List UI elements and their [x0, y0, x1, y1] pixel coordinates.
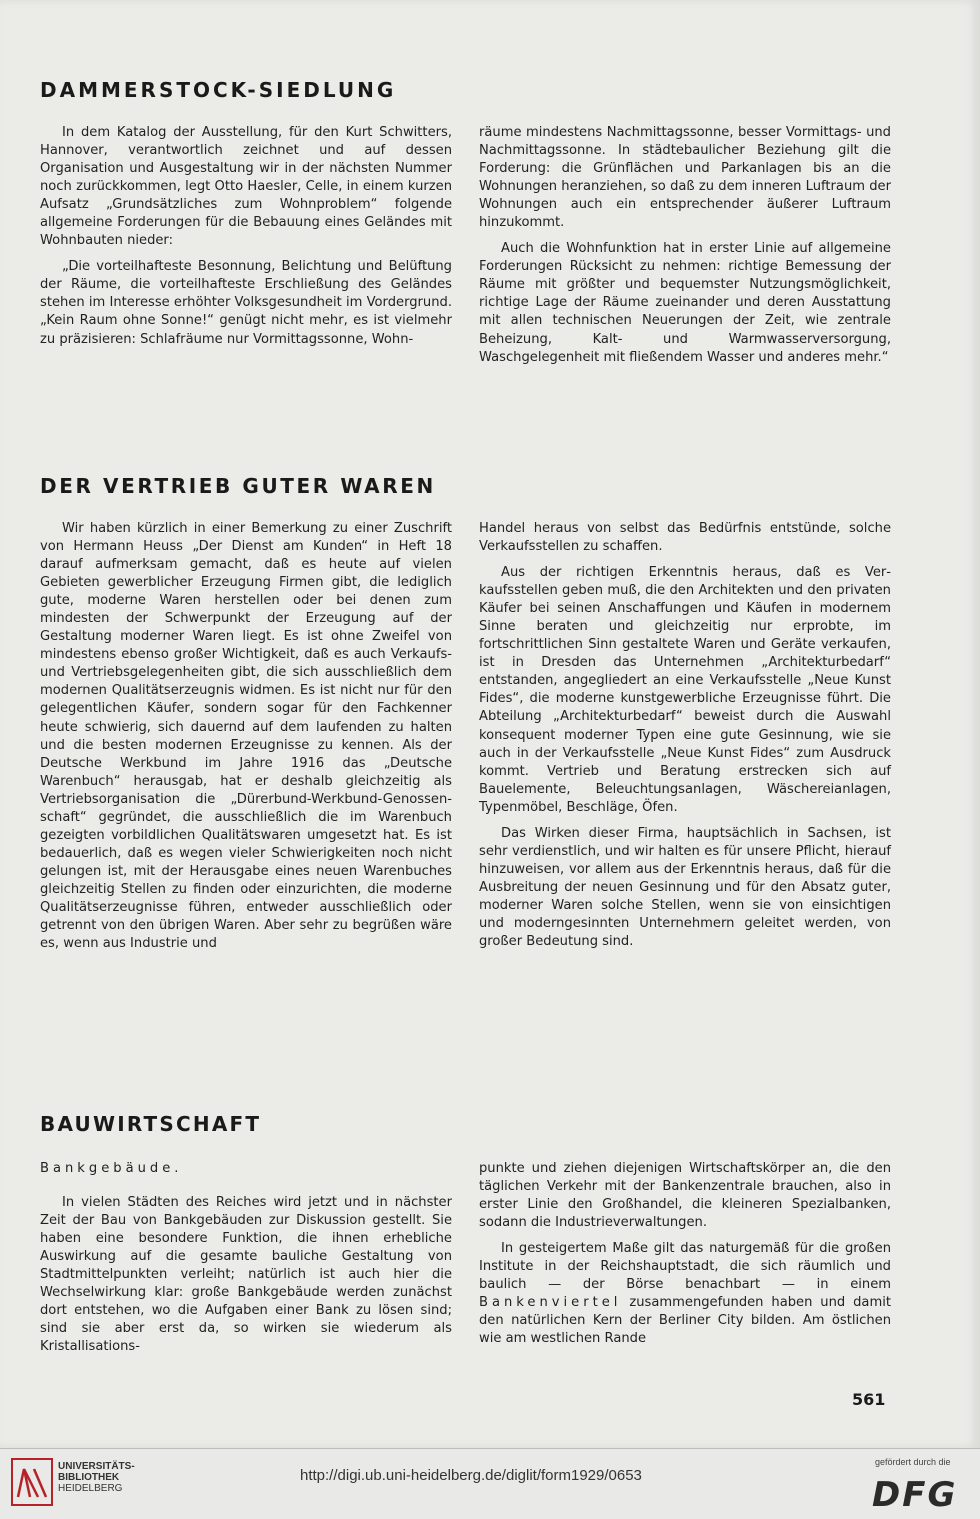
paragraph: Wir haben kürzlich in einer Bemerkung zu einer Zuschrift von Hermann Heuss „Der Dienst am Kunden“ in Heft 18 darauf aufmerksam gemacht, daß es heute auf vielen Gebieten gewerblicher Erzeugung Firmen gibt, die lediglich gute, moderne Waren herstellen oder bei denen zum mindesten der Schwerpunkt der Erzeugung auf der Gestaltung moderner Waren liegt. Es ist ohne Zweifel von mindestens ebenso großer Wichtigkeit, daß es auch Verkaufs- und Vertriebsgelegenheiten gibt, die sich ausschließlich dem modernen Qualitätserzeugnis widmen. Es ist nicht nur für den gelegentlichen Käufer, sondern sogar für den Fachkenner heute schwierig, sich dauernd auf dem laufenden zu halten und die besten modernen Erzeugnisse zu kennen. Als der Deutsche Werkbund im Jahre 1916 das „Deutsche Warenbuch“ herausgab, hat er deshalb gleichzeitig als Vertriebsorganisation die „Dürerbund-Werkbund-Genossenschaft“ gegründet, die ausschließlich die im Warenbuch gezeigten vorbildlichen Qualitätswaren umgesetzt hat. Es ist bedauerlich, daß es wegen vieler Schwierigkeiten noch nicht gelungen ist, mit der Herausgabe eines neuen Warenbuches gleichzeitig Stellen zu finden oder einzurichten, die moderne Qualitätserzeugnisse führen, entweder ausschließlich oder getrennt von den übrigen Waren. Aber sehr zu begrüßen wäre es, wenn aus Industrie und — [40, 521, 452, 952]
section-heading-vertrieb: DER VERTRIEB GUTER WAREN — [40, 474, 436, 498]
paragraph: In vielen Städten des Reiches wird jetzt und in nächster Zeit der Bau von Bankgebäuden zur Diskussion gestellt. Sie haben eine besondere Funktion, die ihnen erhebliche Auswirkung auf die gesamte bauliche Gestaltung von Stadtmittelpunkten verleiht; natürlich ist auch hier die Wechselwirkung klar: große Bankgebäude werden zunächst dort entstehen, wo die Aufgaben einer Bank zu lösen sind; sind sie aber erst da, so wirken sie wiederum als Kristallisations- — [40, 1195, 452, 1355]
footer-bar — [0, 1448, 980, 1519]
bauwirtschaft-left-column — [40, 1160, 452, 1364]
paragraph — [479, 1240, 891, 1348]
paragraph: Aus der richtigen Erkenntnis heraus, daß es Verkaufsstellen geben muß, die den Architekten und den privaten Käufer bei seinen Anschaffungen und Käufen in modernem Sinne beraten und gleichzeitig nur erprobte, im fortschrittlichen Sinn gestaltete Waren und Geräte verkaufen, ist in Dresden das Unternehmen „Architekturbedarf“ entstanden, angegliedert an eine Verkaufsstelle „Neue Kunst Fides“, die moderne kunstgewerbliche Erzeugnisse führt. Die Abteilung „Architekturbedarf“ beweist durch die Auswahl konsequent moderner Typen eine gute Gesinnung, wie sie auch in der Verkaufsstelle „Neue Kunst Fides“ zum Ausdruck kommt. Vertrieb und Beratung erstrecken sich auf Bauelemente, Beleuchtungsanlagen, Wäschereianlagen, Typenmöbel, Beschläge, Öfen. — [479, 565, 891, 815]
paragraph: In dem Katalog der Ausstellung, für den Kurt Schwitters, Hannover, verantwortlich zeichnet und auf dessen Organisation und Ausgestaltung wir in der nächsten Nummer noch zurückkommen, legt Otto Haesler, Celle, in einem kurzen Aufsatz „Grundsätzliches zum Wohnproblem“ folgende allgemeine Forderungen für die Bebauung eines Geländes mit Wohnbauten nieder: — [40, 125, 452, 249]
paragraph: punkte und ziehen diejenigen Wirtschaftskörper an, die den täglichen Verkehr mit der Bankenzentrale brauchen, also in erster Linie den Großhandel, die kleineren Spezialbanken, sodann die Industrieverwaltungen. — [479, 1161, 891, 1231]
paragraph: räume mindestens Nachmittagssonne, besser Vormittags- und Nachmittagssonne. In städtebaulicher Beziehung gilt die Forderung: die Grünflächen und Parkanlagen bis an die Wohnungen heranziehen, so daß zu dem inneren Luftraum der Wohnungen auch ein entsprechender äußerer Luftraum hinzukommt. — [479, 125, 891, 231]
paragraph: Das Wirken dieser Firma, hauptsächlich in Sachsen, ist sehr verdienstlich, und wir halten es für unsere Pflicht, hierauf hinzuweisen, vor allem aus der Erkenntnis heraus, daß für die Ausbreitung der neuen Gesinnung und für den Absatz guter, moderner Waren solche Stellen, wenn sie von einsichtigen und moderngesinnten Unternehmern geleitet werden, von großer Bedeutung sind. — [479, 825, 891, 950]
source-url-link[interactable]: http://digi.ub.uni-heidelberg.de/diglit/form1929/0653 — [300, 1467, 642, 1484]
spaced-term: Bankenviertel — [479, 1295, 622, 1311]
vertrieb-right-column — [479, 520, 891, 959]
subheading-bankgebaeude: Bankgebäude. — [40, 1161, 183, 1176]
dfg-logo: DFG — [872, 1475, 958, 1515]
section-heading-bauwirtschaft: BAUWIRTSCHAFT — [40, 1112, 262, 1136]
library-logo-icon — [10, 1457, 54, 1507]
dammerstock-left-column — [40, 124, 452, 357]
library-name-line1: UNIVERSITÄTS- — [58, 1461, 135, 1472]
paragraph: „Die vorteilhafteste Besonnung, Belichtung und Belüftung der Räume, die vorteilhafteste Erschließung des Geländes stehen im Interesse erhöhter Volksgesundheit im Vordergrund. „Kein Raum ohne Sonne!“ genügt nicht mehr, es ist vielmehr zu präzisieren: Schlafräume nur Vormittagssonne, Wohn- — [40, 259, 452, 347]
text-run: zusammengefunden haben und damit den natürlichen Kern der Berliner City bilden. Am östlichen wie am westlichen Rande — [479, 1295, 891, 1347]
text-run: In gesteigertem Maße gilt das naturgemäß für die großen Institute in der Reichshauptstadt, die sich räumlich und baulich — der Börse benachbart — in einem — [479, 1241, 891, 1293]
paragraph: Handel heraus von selbst das Bedürfnis entstünde, solche Verkaufsstellen zu schaffen. — [479, 521, 891, 555]
funded-by-label: gefördert durch die — [875, 1457, 951, 1467]
library-name-line3: HEIDELBERG — [58, 1483, 123, 1494]
section-heading-dammerstock: DAMMERSTOCK-SIEDLUNG — [40, 78, 397, 102]
vertrieb-left-column — [40, 520, 452, 961]
bauwirtschaft-right-column — [479, 1160, 891, 1356]
library-name-line2: BIBLIOTHEK — [58, 1472, 120, 1483]
paragraph: Auch die Wohnfunktion hat in erster Linie auf allgemeine Forderungen Rücksicht zu nehmen: richtige Bemessung der Räume mit größter und bequemster Nutzungsmöglichkeit, richtige Lage der Räume zueinander und deren Ausstattung mit allen technischen Neuerungen der Zeit, wie zentrale Beheizung, Kalt- und Warmwasserversorgung, Waschgelegenheit mit fließendem Wasser und anderes mehr.“ — [479, 241, 891, 365]
page-number: 561 — [852, 1390, 886, 1409]
dammerstock-right-column — [479, 124, 891, 375]
